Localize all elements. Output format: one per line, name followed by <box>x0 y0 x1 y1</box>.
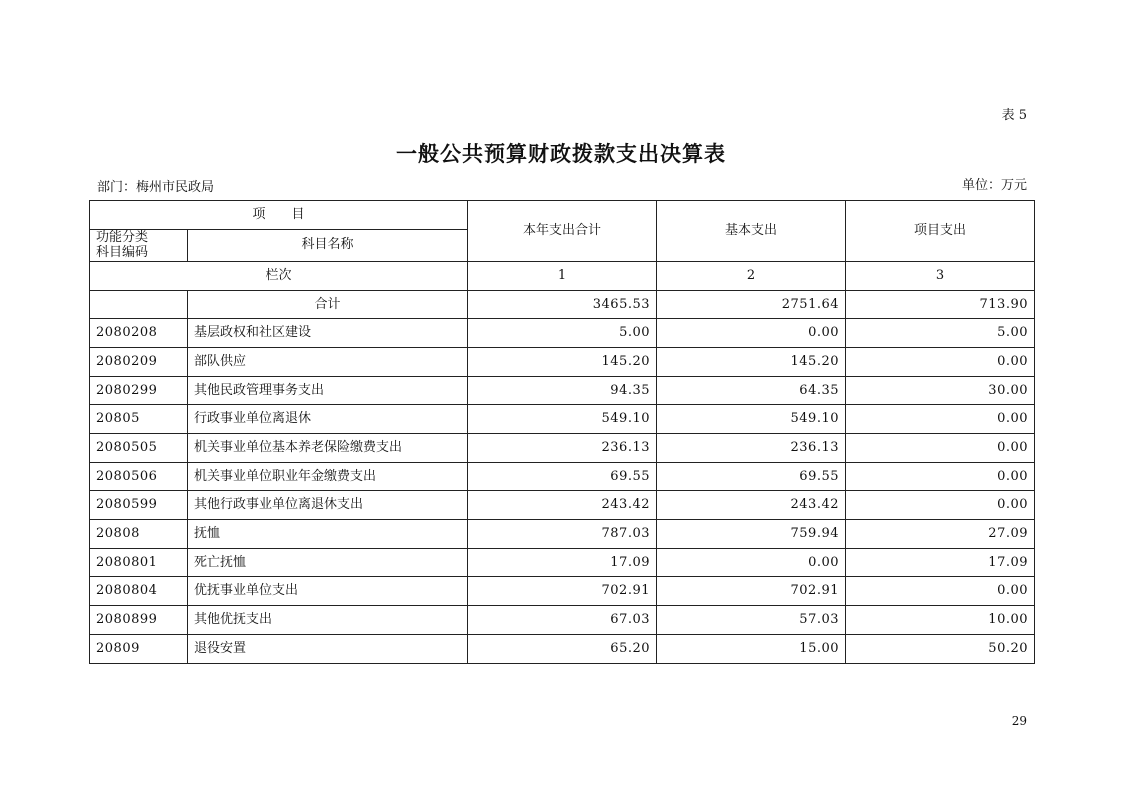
code-cell: 2080899 <box>90 606 188 635</box>
code-cell: 2080801 <box>90 548 188 577</box>
code-cell: 20805 <box>90 405 188 434</box>
project-cell: 0.00 <box>846 577 1035 606</box>
basic-cell: 243.42 <box>657 491 846 520</box>
total-value-basic: 2751.64 <box>657 290 846 319</box>
expenditure-table <box>89 200 1035 664</box>
col-project-header: 项目支出 <box>846 201 1035 262</box>
code-cell: 2080506 <box>90 462 188 491</box>
total-value-project: 713.90 <box>846 290 1035 319</box>
code-cell: 2080209 <box>90 347 188 376</box>
project-cell: 0.00 <box>846 405 1035 434</box>
table-row <box>90 462 1035 491</box>
unit-label: 单位：万元 <box>961 178 1027 193</box>
table-row <box>90 405 1035 434</box>
table-row <box>90 577 1035 606</box>
header-row <box>90 201 1035 230</box>
basic-cell: 0.00 <box>657 548 846 577</box>
total-cell: 94.35 <box>468 376 657 405</box>
col-index-1: 1 <box>468 261 657 290</box>
table-row <box>90 491 1035 520</box>
page-number: 29 <box>1011 714 1027 728</box>
subject-name-cell: 基层政权和社区建设 <box>188 319 468 348</box>
project-cell: 50.20 <box>846 634 1035 663</box>
col-index-3: 3 <box>846 261 1035 290</box>
subject-name-cell: 其他行政事业单位离退休支出 <box>188 491 468 520</box>
total-value-total: 3465.53 <box>468 290 657 319</box>
subject-name-cell: 其他优抚支出 <box>188 606 468 635</box>
item-header: 项 目 <box>90 201 468 230</box>
department-label: 部门：梅州市民政局 <box>97 180 215 195</box>
total-cell: 69.55 <box>468 462 657 491</box>
func-code-header <box>90 229 188 261</box>
code-cell: 2080299 <box>90 376 188 405</box>
total-cell: 236.13 <box>468 434 657 463</box>
project-cell: 0.00 <box>846 347 1035 376</box>
subject-name-cell: 其他民政管理事务支出 <box>188 376 468 405</box>
total-cell: 17.09 <box>468 548 657 577</box>
project-cell: 27.09 <box>846 520 1035 549</box>
col-basic-header: 基本支出 <box>657 201 846 262</box>
code-cell: 2080599 <box>90 491 188 520</box>
basic-cell: 145.20 <box>657 347 846 376</box>
basic-cell: 759.94 <box>657 520 846 549</box>
project-cell: 30.00 <box>846 376 1035 405</box>
total-code-cell <box>90 290 188 319</box>
code-cell: 20808 <box>90 520 188 549</box>
code-cell: 2080505 <box>90 434 188 463</box>
subject-name-cell: 部队供应 <box>188 347 468 376</box>
total-cell: 787.03 <box>468 520 657 549</box>
code-cell: 2080804 <box>90 577 188 606</box>
basic-cell: 549.10 <box>657 405 846 434</box>
total-cell: 702.91 <box>468 577 657 606</box>
total-label: 合计 <box>188 290 468 319</box>
table-row <box>90 520 1035 549</box>
col-total-header: 本年支出合计 <box>468 201 657 262</box>
project-cell: 0.00 <box>846 434 1035 463</box>
table-row <box>90 347 1035 376</box>
column-index-row <box>90 261 1035 290</box>
project-cell: 0.00 <box>846 491 1035 520</box>
subject-name-cell: 退役安置 <box>188 634 468 663</box>
total-cell: 145.20 <box>468 347 657 376</box>
total-cell: 549.10 <box>468 405 657 434</box>
table-row <box>90 548 1035 577</box>
total-cell: 243.42 <box>468 491 657 520</box>
project-cell: 17.09 <box>846 548 1035 577</box>
total-cell: 65.20 <box>468 634 657 663</box>
basic-cell: 702.91 <box>657 577 846 606</box>
basic-cell: 57.03 <box>657 606 846 635</box>
project-cell: 10.00 <box>846 606 1035 635</box>
subject-name-cell: 机关事业单位基本养老保险缴费支出 <box>188 434 468 463</box>
subject-name-cell: 优抚事业单位支出 <box>188 577 468 606</box>
code-cell: 2080208 <box>90 319 188 348</box>
total-cell: 67.03 <box>468 606 657 635</box>
table-number: 表 5 <box>1001 108 1027 123</box>
page-title: 一般公共预算财政拨款支出决算表 <box>396 141 726 166</box>
table-row <box>90 634 1035 663</box>
table-row <box>90 376 1035 405</box>
code-cell: 20809 <box>90 634 188 663</box>
project-cell: 0.00 <box>846 462 1035 491</box>
subject-name-header: 科目名称 <box>188 229 468 261</box>
basic-cell: 236.13 <box>657 434 846 463</box>
col-index-2: 2 <box>657 261 846 290</box>
subject-name-cell: 抚恤 <box>188 520 468 549</box>
basic-cell: 69.55 <box>657 462 846 491</box>
table-row <box>90 606 1035 635</box>
basic-cell: 64.35 <box>657 376 846 405</box>
basic-cell: 0.00 <box>657 319 846 348</box>
total-row <box>90 290 1035 319</box>
project-cell: 5.00 <box>846 319 1035 348</box>
total-cell: 5.00 <box>468 319 657 348</box>
func-code-header-line1: 功能分类 <box>96 229 149 245</box>
subject-name-cell: 死亡抚恤 <box>188 548 468 577</box>
table-row <box>90 434 1035 463</box>
subject-name-cell: 机关事业单位职业年金缴费支出 <box>188 462 468 491</box>
func-code-header-line2: 科目编码 <box>96 245 149 261</box>
row-index-label: 栏次 <box>90 261 468 290</box>
basic-cell: 15.00 <box>657 634 846 663</box>
table-row <box>90 319 1035 348</box>
subject-name-cell: 行政事业单位离退休 <box>188 405 468 434</box>
